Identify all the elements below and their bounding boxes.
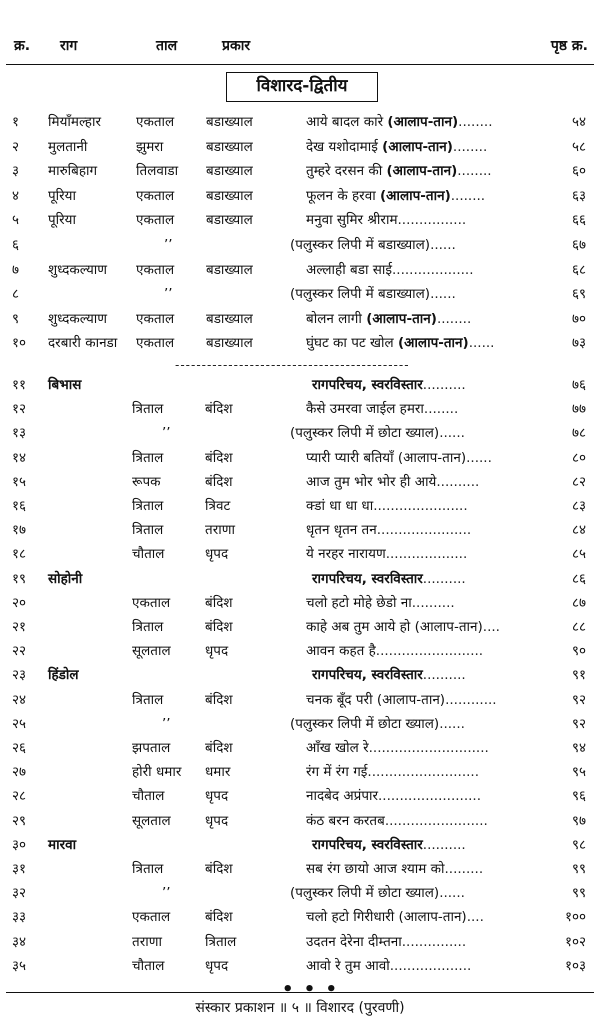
leader-dots: .... [466, 909, 484, 926]
page-number: ९८ [571, 836, 586, 853]
taal-name: एकताल [132, 909, 171, 926]
leader-dots: ........ [457, 163, 492, 180]
song-title [290, 881, 465, 905]
song-tag: (आलाप-तान) [382, 138, 453, 155]
prakar-name: बंदिश [205, 594, 233, 611]
table-row [0, 421, 600, 445]
song-title [306, 736, 489, 760]
song-tag: (आलाप-तान) [366, 310, 437, 327]
prakar-name: बंदिश [205, 473, 233, 490]
page-number: ९६ [571, 788, 586, 805]
song-title [306, 615, 500, 639]
song-text: अल्लाही बडा साई [306, 261, 392, 278]
footer-rule [6, 992, 594, 993]
taal-name: एकताल [136, 212, 175, 229]
song-title [306, 542, 467, 566]
page-number: ९७ [571, 812, 586, 829]
song-title [290, 282, 456, 306]
row-number: १८ [12, 546, 27, 563]
raag-name: पूरिया [48, 212, 77, 229]
raag-name: मुलतानी [48, 138, 88, 155]
prakar-name: बडाख्याल [206, 212, 253, 229]
page-number: ९५ [571, 764, 586, 781]
page-number: ६६ [571, 212, 586, 229]
table-row [0, 567, 600, 591]
page-number: १०२ [564, 933, 586, 950]
leader-dots: ................... [391, 261, 474, 278]
leader-dots: ........................ [378, 788, 482, 805]
taal-name: रूपक [132, 473, 161, 490]
table-row [0, 135, 600, 159]
taal-name: तराणा [132, 933, 162, 950]
prakar-name: त्रिवट [205, 498, 231, 514]
leader-dots: ........ [458, 114, 493, 130]
leader-dots: ................... [389, 957, 472, 974]
raag-name: बिभास [48, 377, 82, 393]
leader-dots: ............................ [368, 740, 489, 756]
song-text: चलो हटो गिरीधारी (आलाप-तान) [306, 909, 467, 926]
song-title [306, 159, 492, 183]
prakar-name: धमार [205, 764, 231, 781]
prakar-name: बंदिश [205, 691, 233, 708]
row-number: २८ [12, 788, 27, 805]
song-text: मनुवा सुमिर श्रीराम [306, 212, 398, 229]
song-title [306, 307, 471, 331]
page-number: ९४ [571, 740, 586, 756]
leader-dots: ...... [430, 286, 456, 303]
page-number: ९० [571, 643, 586, 660]
row-number: २६ [12, 740, 27, 756]
row-number: २ [12, 138, 20, 155]
page-number: ८२ [571, 473, 586, 490]
song-text: (पलुस्कर लिपी में छोटा ख्याल) [290, 715, 440, 732]
row-number: २४ [12, 691, 27, 708]
raag-name: मियाँमल्हार [48, 114, 101, 130]
leader-dots: ...................... [376, 522, 472, 539]
page-number: ६९ [571, 286, 586, 303]
page-number: ९९ [571, 861, 586, 877]
table-row [0, 494, 600, 518]
song-title [306, 518, 471, 542]
section-title: विशारद-द्वितीय [226, 72, 378, 102]
song-text: चलो हटो मोहे छेडो ना [306, 594, 412, 611]
song-title [290, 712, 465, 736]
table-row [0, 542, 600, 566]
row-number: १४ [12, 449, 27, 466]
page-number: ७० [571, 310, 586, 327]
taal-name: एकताल [136, 335, 175, 352]
header-taal: ताल [156, 38, 178, 54]
page-number: ८० [571, 449, 586, 466]
row-number: १६ [12, 498, 27, 514]
page-number: ७७ [571, 401, 586, 418]
page-number: ६३ [571, 187, 586, 204]
leader-dots: ...... [439, 715, 465, 732]
table-row [0, 784, 600, 808]
song-text: फूलन के हरवा [306, 187, 376, 204]
taal-name: त्रिताल [132, 498, 164, 514]
leader-dots: .......... [422, 570, 466, 587]
row-number: ६ [12, 237, 20, 253]
row-number: १० [12, 335, 27, 352]
prakar-name: बंदिश [205, 861, 233, 877]
prakar-name: बडाख्याल [206, 335, 253, 352]
row-number: ३३ [12, 909, 27, 926]
row-number: २९ [12, 812, 27, 829]
prakar-name: बंदिश [205, 619, 233, 635]
song-text: धृतन धृतन तन [306, 522, 377, 539]
raag-name: हिंडोल [48, 667, 79, 684]
table-row [0, 833, 600, 857]
song-text: नादबेद अप्रंपार [306, 788, 379, 805]
page-number: ८३ [571, 498, 586, 514]
taal-name: एकताल [132, 594, 171, 611]
row-number: १५ [12, 473, 27, 490]
leader-dots: ...... [466, 449, 492, 466]
page-number: ७८ [571, 425, 586, 442]
song-text: रंग में रंग गई [306, 764, 368, 781]
song-text: प्यारी प्यारी बतियाँ (आलाप-तान) [306, 449, 467, 466]
song-text: रागपरिचय, स्वरविस्तार [312, 377, 423, 393]
song-title [312, 567, 466, 591]
song-title [306, 258, 474, 282]
table-row [0, 110, 600, 134]
song-text: उदतन देरेना दीम्तना [306, 933, 402, 950]
taal-name: ’’ [162, 425, 171, 442]
song-title [290, 233, 456, 257]
raag-name: सोहोनी [48, 570, 83, 587]
table-row [0, 258, 600, 282]
row-number: ८ [12, 286, 20, 303]
row-number: ११ [12, 377, 27, 393]
leader-dots: ...................... [373, 498, 468, 514]
row-number: २२ [12, 643, 27, 660]
table-row [0, 184, 600, 208]
table-row [0, 397, 600, 421]
song-text: बोलन लागी [306, 310, 362, 327]
song-text: तुम्हरे दरसन की [306, 163, 383, 180]
taal-name: ’’ [164, 237, 173, 253]
taal-name: त्रिताल [132, 861, 164, 877]
page-number: ९२ [571, 715, 586, 732]
song-text: कैसे उमरवा जाईल हमरा [306, 401, 424, 418]
row-number: ३१ [12, 861, 27, 877]
taal-name: त्रिताल [132, 449, 164, 466]
page-number: ७३ [571, 335, 586, 352]
taal-name: होरी धमार [132, 764, 182, 781]
taal-name: ’’ [164, 286, 173, 303]
header-rule [6, 64, 594, 65]
song-text: (पलुस्कर लिपी में छोटा ख्याल) [290, 425, 440, 442]
song-title [306, 809, 488, 833]
song-text: आज तुम भोर भोर ही आये [306, 473, 437, 490]
raag-name: दरबारी कानडा [48, 335, 118, 352]
prakar-name: बंदिश [205, 449, 233, 466]
leader-dots: ...... [439, 425, 465, 442]
row-number: ३५ [12, 957, 27, 974]
table-row [0, 470, 600, 494]
taal-name: ’’ [162, 885, 171, 902]
page-number: ८६ [571, 570, 586, 587]
row-number: १७ [12, 522, 27, 539]
footer-dots: • • • [282, 979, 340, 1000]
song-text: आवन कहत है [306, 643, 376, 660]
song-tag: (आलाप-तान) [380, 187, 451, 204]
table-row [0, 331, 600, 355]
taal-name: चौताल [132, 957, 165, 974]
table-row [0, 639, 600, 663]
page-number: ५८ [571, 138, 586, 155]
table-row [0, 905, 600, 929]
prakar-name: बडाख्याल [206, 310, 253, 327]
raag-name: शुध्दकल्याण [48, 310, 108, 327]
leader-dots: ...... [468, 335, 495, 352]
leader-dots: ........ [423, 401, 459, 418]
taal-name: झपताल [132, 740, 171, 756]
song-title [312, 833, 466, 857]
song-title [306, 135, 487, 159]
song-title [306, 470, 479, 494]
table-row [0, 736, 600, 760]
raag-name: पूरिया [48, 187, 77, 204]
page-number: ९९ [571, 885, 586, 902]
leader-dots: ......................... [375, 643, 484, 660]
song-title [306, 688, 497, 712]
song-text: चनक बूँद परी (आलाप-तान) [306, 691, 446, 708]
song-text: आवो रे तुम आवो [306, 957, 390, 974]
prakar-name: धृपद [205, 812, 229, 829]
row-number: ३२ [12, 885, 27, 902]
leader-dots: .......................... [367, 764, 479, 781]
song-title [306, 930, 466, 954]
song-tag: (आलाप-तान) [387, 114, 459, 130]
leader-dots: .......... [436, 473, 480, 490]
page-number: ८८ [571, 619, 586, 635]
header-kr: क्र. [14, 38, 31, 54]
page-number: १०० [564, 909, 586, 926]
table-row [0, 208, 600, 232]
song-title [306, 494, 468, 518]
taal-name: चौताल [132, 546, 165, 563]
row-number: २१ [12, 619, 27, 635]
song-text: देख यशोदामाई [306, 138, 378, 155]
prakar-name: बंदिश [205, 909, 233, 926]
leader-dots: ................... [385, 546, 468, 563]
table-row [0, 282, 600, 306]
footer-text: संस्कार प्रकाशन ॥ ५ ॥ विशारद (पुरवणी) [195, 1000, 405, 1016]
page-number: ८५ [571, 546, 586, 563]
song-text: (पलुस्कर लिपी में बडाख्याल) [290, 286, 431, 303]
raag-name: मारवा [48, 836, 77, 853]
prakar-name: धृपद [205, 546, 229, 563]
page-number: ८७ [571, 594, 586, 611]
prakar-name: बडाख्याल [206, 138, 253, 155]
song-title [306, 954, 471, 978]
song-title [306, 331, 494, 355]
song-tag: (आलाप-तान) [386, 163, 458, 180]
separator: -------------------------------------------- [175, 358, 410, 372]
prakar-name: बंदिश [205, 401, 233, 418]
song-title [306, 639, 483, 663]
taal-name: त्रिताल [132, 401, 164, 418]
taal-name: सूलताल [132, 812, 171, 829]
leader-dots: ............... [401, 933, 467, 950]
taal-name: ’’ [162, 715, 171, 732]
row-number: २० [12, 594, 27, 611]
table-row [0, 518, 600, 542]
row-number: ९ [12, 310, 20, 327]
taal-name: एकताल [136, 114, 175, 130]
song-text: रागपरिचय, स्वरविस्तार [312, 570, 423, 587]
song-title [306, 397, 458, 421]
taal-name: त्रिताल [132, 619, 164, 635]
prakar-name: धृपद [205, 788, 229, 805]
taal-name: चौताल [132, 788, 165, 805]
song-text: आये बादल कारे [306, 114, 384, 130]
song-title [306, 905, 484, 929]
song-title [306, 184, 485, 208]
page-number: ६७ [571, 237, 586, 253]
page-number: ७६ [571, 377, 586, 393]
row-number: ५ [12, 212, 20, 229]
header-prakar: प्रकार [222, 38, 251, 54]
row-number: ३४ [12, 933, 27, 950]
table-row [0, 954, 600, 978]
taal-name: एकताल [136, 310, 175, 327]
table-row [0, 615, 600, 639]
page-number: १०३ [564, 957, 586, 974]
page-number: ८४ [571, 522, 586, 539]
page-number: ९१ [571, 667, 586, 684]
raag-name: शुध्दकल्याण [48, 261, 108, 278]
song-title [306, 591, 455, 615]
prakar-name: तराणा [205, 522, 235, 539]
prakar-name: त्रिताल [205, 933, 237, 950]
leader-dots: ...... [439, 885, 465, 902]
song-title [306, 110, 493, 134]
leader-dots: ................ [397, 212, 467, 229]
table-row [0, 159, 600, 183]
song-text: क्डां धा धा धा [306, 498, 374, 514]
table-row [0, 663, 600, 687]
song-text: (पलुस्कर लिपी में छोटा ख्याल) [290, 885, 440, 902]
page-number: ९२ [571, 691, 586, 708]
table-row [0, 760, 600, 784]
leader-dots: .......... [411, 594, 455, 611]
song-text: सब रंग छायो आज श्याम को [306, 861, 445, 877]
table-row [0, 446, 600, 470]
table-row [0, 930, 600, 954]
prakar-name: बडाख्याल [206, 187, 253, 204]
song-text: रागपरिचय, स्वरविस्तार [312, 667, 423, 684]
page-number: ६० [571, 163, 586, 180]
page-number: ५४ [571, 114, 586, 130]
row-number: ३० [12, 836, 27, 853]
header-raag: राग [60, 38, 78, 54]
leader-dots: ............ [445, 691, 497, 708]
song-title [306, 446, 492, 470]
row-number: २५ [12, 715, 27, 732]
header-prishth: पृष्ठ क्र. [550, 38, 588, 54]
row-number: १३ [12, 425, 27, 442]
song-text: रागपरिचय, स्वरविस्तार [312, 836, 423, 853]
song-text: (पलुस्कर लिपी में बडाख्याल) [290, 237, 431, 253]
table-row [0, 373, 600, 397]
leader-dots: ........ [436, 310, 472, 327]
prakar-name: धृपद [205, 957, 229, 974]
song-text: काहे अब तुम आये हो (आलाप-तान) [306, 619, 483, 635]
table-row [0, 809, 600, 833]
row-number: १२ [12, 401, 27, 418]
page-number: ६८ [571, 261, 586, 278]
song-text: घुंघट का पट खोल [306, 335, 394, 352]
song-title [306, 760, 479, 784]
prakar-name: धृपद [205, 643, 229, 660]
leader-dots: .......... [422, 667, 466, 684]
row-number: ७ [12, 261, 20, 278]
taal-name: तिलवाडा [136, 163, 179, 180]
song-tag: (आलाप-तान) [397, 335, 469, 352]
leader-dots: ......... [444, 861, 484, 877]
song-title [290, 421, 465, 445]
table-row [0, 591, 600, 615]
row-number: २३ [12, 667, 27, 684]
prakar-name: बडाख्याल [206, 261, 253, 278]
leader-dots: ........ [450, 187, 486, 204]
table-row [0, 881, 600, 905]
taal-name: एकताल [136, 261, 175, 278]
row-number: ४ [12, 187, 20, 204]
leader-dots: ........ [452, 138, 488, 155]
table-row [0, 688, 600, 712]
taal-name: एकताल [136, 187, 175, 204]
prakar-name: बडाख्याल [206, 163, 253, 180]
song-title [312, 663, 466, 687]
song-title [312, 373, 466, 397]
taal-name: झुमरा [136, 138, 164, 155]
taal-name: सूलताल [132, 643, 171, 660]
song-text: आँख खोल रे [306, 740, 369, 756]
table-row [0, 233, 600, 257]
row-number: १९ [12, 570, 27, 587]
table-row [0, 857, 600, 881]
table-row [0, 712, 600, 736]
row-number: ३ [12, 163, 20, 180]
leader-dots: .......... [422, 377, 466, 393]
raag-name: मारुबिहाग [48, 163, 98, 180]
song-title [306, 208, 466, 232]
prakar-name: बडाख्याल [206, 114, 253, 130]
leader-dots: ...... [430, 237, 456, 253]
table-row [0, 307, 600, 331]
song-text: ये नरहर नारायण [306, 546, 386, 563]
taal-name: त्रिताल [132, 691, 164, 708]
leader-dots: .......... [422, 836, 466, 853]
song-title [306, 857, 483, 881]
prakar-name: बंदिश [205, 740, 233, 756]
leader-dots: ........................ [384, 812, 488, 829]
song-text: कंठ बरन करतब [306, 812, 385, 829]
row-number: २७ [12, 764, 27, 781]
leader-dots: .... [482, 619, 500, 635]
song-title [306, 784, 481, 808]
row-number: १ [12, 114, 20, 130]
taal-name: त्रिताल [132, 522, 164, 539]
